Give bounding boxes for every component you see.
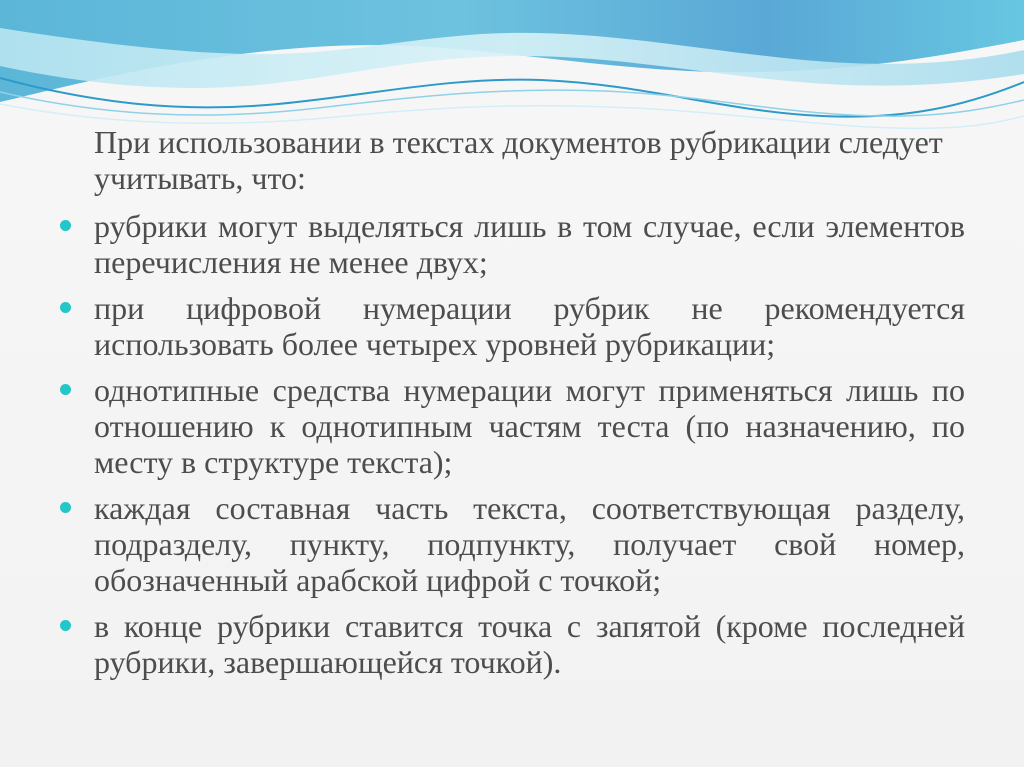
dot-icon	[60, 220, 71, 231]
dot-icon	[60, 384, 71, 395]
list-item-text: однотипные средства нумерации могут применяться лишь по отношению к однотипным частям теста (по назначению, по месту в структуре текста);	[94, 372, 965, 480]
list-item	[60, 372, 965, 480]
rules-list	[60, 208, 965, 680]
wave-banner	[0, 0, 1024, 140]
dot-icon	[60, 502, 71, 513]
list-item-text: в конце рубрики ставится точка с запятой (кроме последней рубрики, завершающейся точкой).	[94, 608, 965, 680]
list-item	[60, 490, 965, 598]
list-item-text: при цифровой нумерации рубрик не рекомендуется использовать более четырех уровней рубрикации;	[94, 290, 965, 362]
slide-content	[60, 124, 965, 680]
intro-text: При использовании в текстах документов рубрикации следует учитывать, что:	[94, 124, 943, 196]
wave-line-2	[0, 90, 1024, 116]
list-item	[60, 608, 965, 680]
dot-icon	[60, 302, 71, 313]
list-item	[60, 208, 965, 280]
dot-icon	[60, 620, 71, 631]
list-item	[60, 290, 965, 362]
list-item-text: рубрики могут выделяться лишь в том случае, если элементов перечисления не менее двух;	[94, 208, 965, 280]
list-item-text: каждая составная часть текста, соответствующая разделу, подразделу, пункту, подпункту, получает свой номер, обозначенный арабской цифрой с точкой;	[94, 490, 965, 598]
